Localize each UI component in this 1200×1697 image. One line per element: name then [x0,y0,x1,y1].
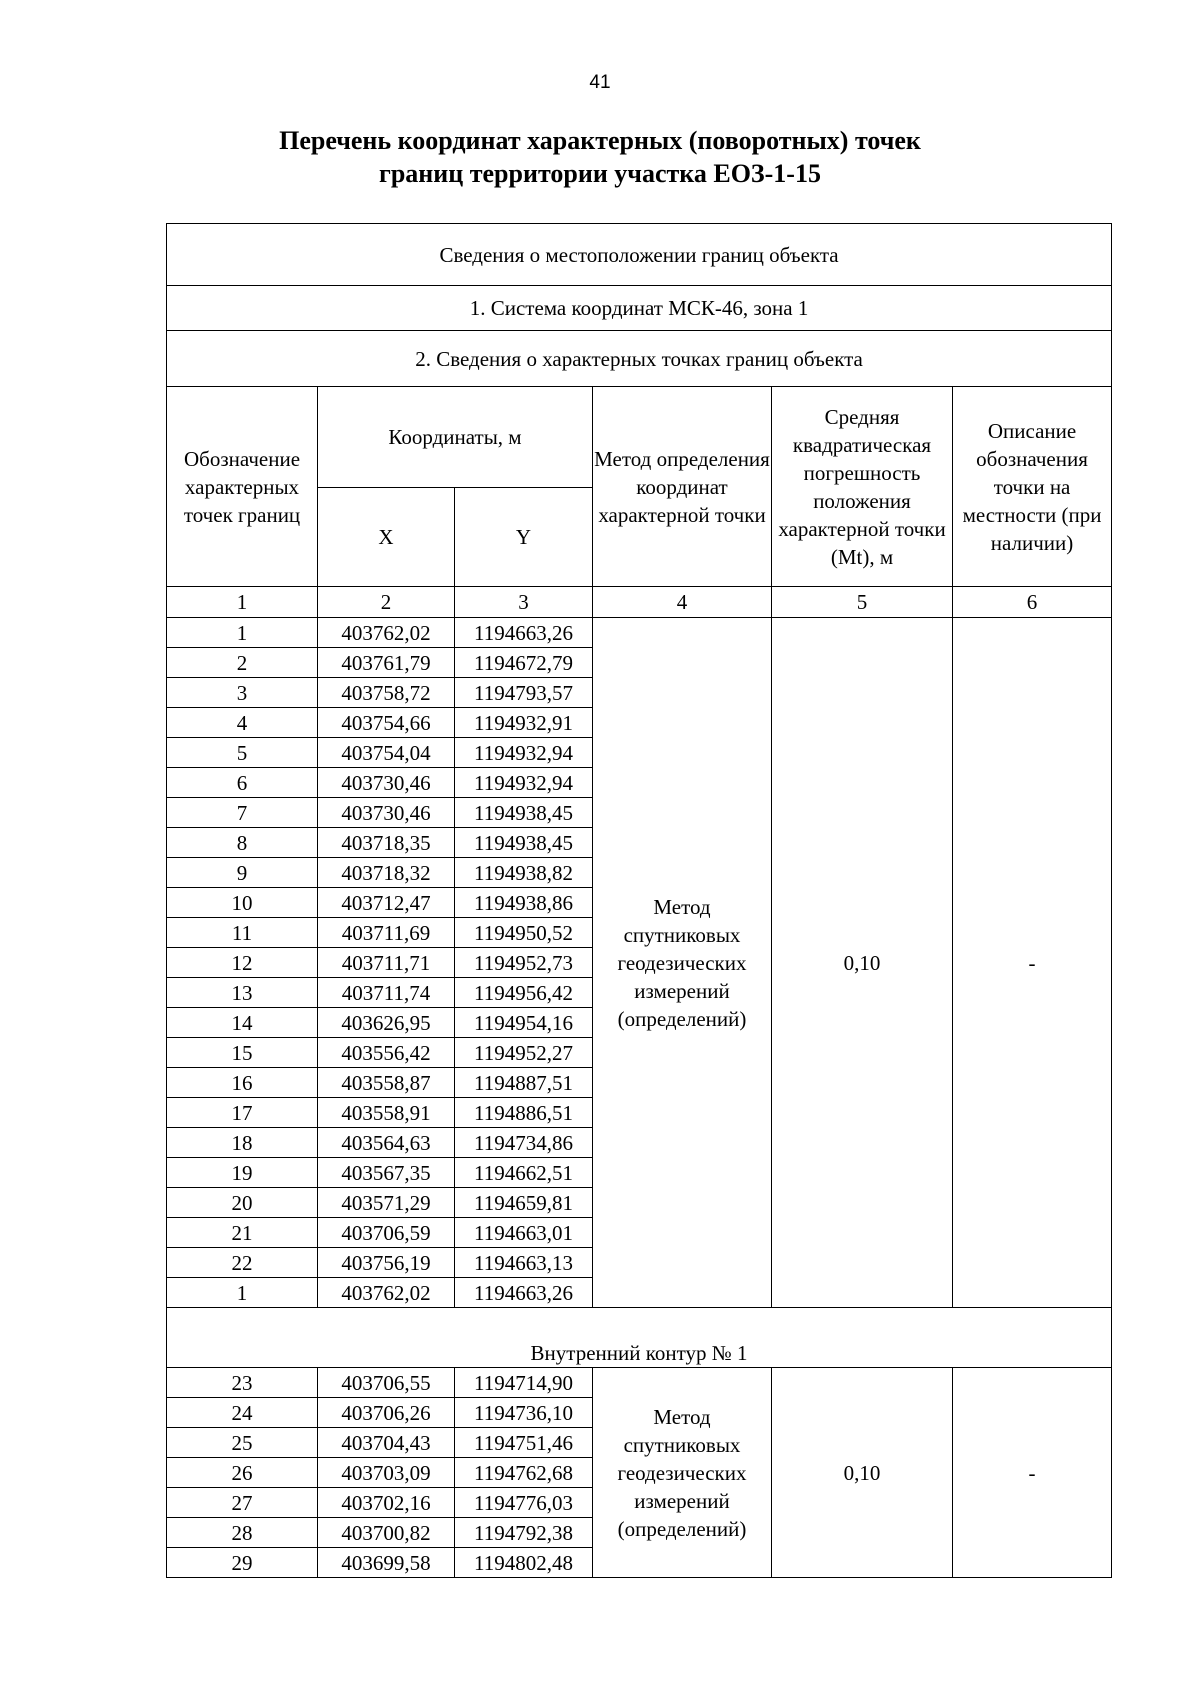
point-y: 1194662,51 [455,1158,593,1188]
point-x: 403700,82 [318,1518,455,1548]
point-y: 1194932,94 [455,738,593,768]
point-id: 18 [167,1128,318,1158]
point-x: 403762,02 [318,618,455,648]
header-error: Средняя квадратическая погрешность положения характерной точки (Mt), м [772,387,953,587]
point-x: 403756,19 [318,1248,455,1278]
title-line-1: Перечень координат характерных (поворотных) точек [279,126,921,155]
point-y: 1194792,38 [455,1518,593,1548]
header-x: X [318,488,455,587]
point-x: 403711,74 [318,978,455,1008]
point-x: 403754,66 [318,708,455,738]
point-y: 1194663,26 [455,1278,593,1308]
point-x: 403711,71 [318,948,455,978]
point-x: 403706,59 [318,1218,455,1248]
page-number: 41 [589,72,611,93]
point-y: 1194663,13 [455,1248,593,1278]
point-y: 1194952,73 [455,948,593,978]
point-x: 403558,91 [318,1098,455,1128]
point-x: 403626,95 [318,1008,455,1038]
point-y: 1194956,42 [455,978,593,1008]
header-designation: Обозначение характерных точек границ [167,387,318,587]
point-x: 403712,47 [318,888,455,918]
point-id: 12 [167,948,318,978]
point-x: 403556,42 [318,1038,455,1068]
point-id: 21 [167,1218,318,1248]
point-y: 1194952,27 [455,1038,593,1068]
description-cell: - [953,618,1112,1308]
column-number: 2 [318,587,455,618]
point-y: 1194776,03 [455,1488,593,1518]
point-x: 403567,35 [318,1158,455,1188]
point-x: 403730,46 [318,798,455,828]
point-x: 403703,09 [318,1458,455,1488]
coordinates-table [166,223,1112,1578]
point-x: 403706,55 [318,1368,455,1398]
point-id: 3 [167,678,318,708]
point-x: 403571,29 [318,1188,455,1218]
point-y: 1194932,94 [455,768,593,798]
point-y: 1194736,10 [455,1398,593,1428]
point-id: 1 [167,1278,318,1308]
point-id: 9 [167,858,318,888]
inner-contour-title: Внутренний контур № 1 [167,1308,1112,1368]
point-id: 27 [167,1488,318,1518]
point-y: 1194932,91 [455,708,593,738]
point-id: 29 [167,1548,318,1578]
point-x: 403699,58 [318,1548,455,1578]
title-line-2: границ территории участка ЕОЗ-1-15 [379,159,821,188]
point-id: 25 [167,1428,318,1458]
point-id: 5 [167,738,318,768]
column-number: 1 [167,587,318,618]
point-y: 1194659,81 [455,1188,593,1218]
point-id: 7 [167,798,318,828]
section-title: Сведения о местоположении границ объекта [167,224,1112,286]
point-id: 17 [167,1098,318,1128]
point-x: 403762,02 [318,1278,455,1308]
header-description: Описание обозначения точки на местности (при наличии) [953,387,1112,587]
point-x: 403706,26 [318,1398,455,1428]
description-cell: - [953,1368,1112,1578]
document-title [0,124,1200,190]
point-y: 1194762,68 [455,1458,593,1488]
column-number: 5 [772,587,953,618]
point-id: 11 [167,918,318,948]
point-y: 1194938,45 [455,828,593,858]
point-id: 2 [167,648,318,678]
point-x: 403564,63 [318,1128,455,1158]
column-number: 4 [593,587,772,618]
point-id: 22 [167,1248,318,1278]
point-y: 1194886,51 [455,1098,593,1128]
point-y: 1194663,01 [455,1218,593,1248]
point-x: 403718,35 [318,828,455,858]
coord-system: 1. Система координат МСК-46, зона 1 [167,286,1112,331]
point-id: 23 [167,1368,318,1398]
column-number: 6 [953,587,1112,618]
method-cell: Метод спутниковых геодезических измерений (определений) [593,1368,772,1578]
point-id: 16 [167,1068,318,1098]
point-id: 4 [167,708,318,738]
point-id: 24 [167,1398,318,1428]
point-id: 20 [167,1188,318,1218]
header-y: Y [455,488,593,587]
point-y: 1194751,46 [455,1428,593,1458]
point-id: 13 [167,978,318,1008]
point-y: 1194672,79 [455,648,593,678]
point-id: 6 [167,768,318,798]
point-id: 15 [167,1038,318,1068]
point-x: 403718,32 [318,858,455,888]
point-x: 403761,79 [318,648,455,678]
point-x: 403711,69 [318,918,455,948]
point-id: 26 [167,1458,318,1488]
point-id: 14 [167,1008,318,1038]
point-x: 403704,43 [318,1428,455,1458]
header-coordinates: Координаты, м [318,387,593,488]
point-id: 1 [167,618,318,648]
point-y: 1194663,26 [455,618,593,648]
point-id: 28 [167,1518,318,1548]
point-y: 1194938,86 [455,888,593,918]
point-y: 1194793,57 [455,678,593,708]
point-y: 1194887,51 [455,1068,593,1098]
point-x: 403702,16 [318,1488,455,1518]
point-id: 8 [167,828,318,858]
point-y: 1194938,45 [455,798,593,828]
error-cell: 0,10 [772,618,953,1308]
point-id: 19 [167,1158,318,1188]
point-x: 403758,72 [318,678,455,708]
point-id: 10 [167,888,318,918]
table-row [167,618,1112,648]
point-y: 1194714,90 [455,1368,593,1398]
point-y: 1194802,48 [455,1548,593,1578]
point-y: 1194938,82 [455,858,593,888]
table-row [167,1368,1112,1398]
header-method: Метод определения координат характерной точки [593,387,772,587]
points-title: 2. Сведения о характерных точках границ объекта [167,331,1112,387]
point-x: 403754,04 [318,738,455,768]
column-number: 3 [455,587,593,618]
point-x: 403730,46 [318,768,455,798]
error-cell: 0,10 [772,1368,953,1578]
point-y: 1194954,16 [455,1008,593,1038]
point-y: 1194950,52 [455,918,593,948]
point-y: 1194734,86 [455,1128,593,1158]
point-x: 403558,87 [318,1068,455,1098]
method-cell: Метод спутниковых геодезических измерений (определений) [593,618,772,1308]
